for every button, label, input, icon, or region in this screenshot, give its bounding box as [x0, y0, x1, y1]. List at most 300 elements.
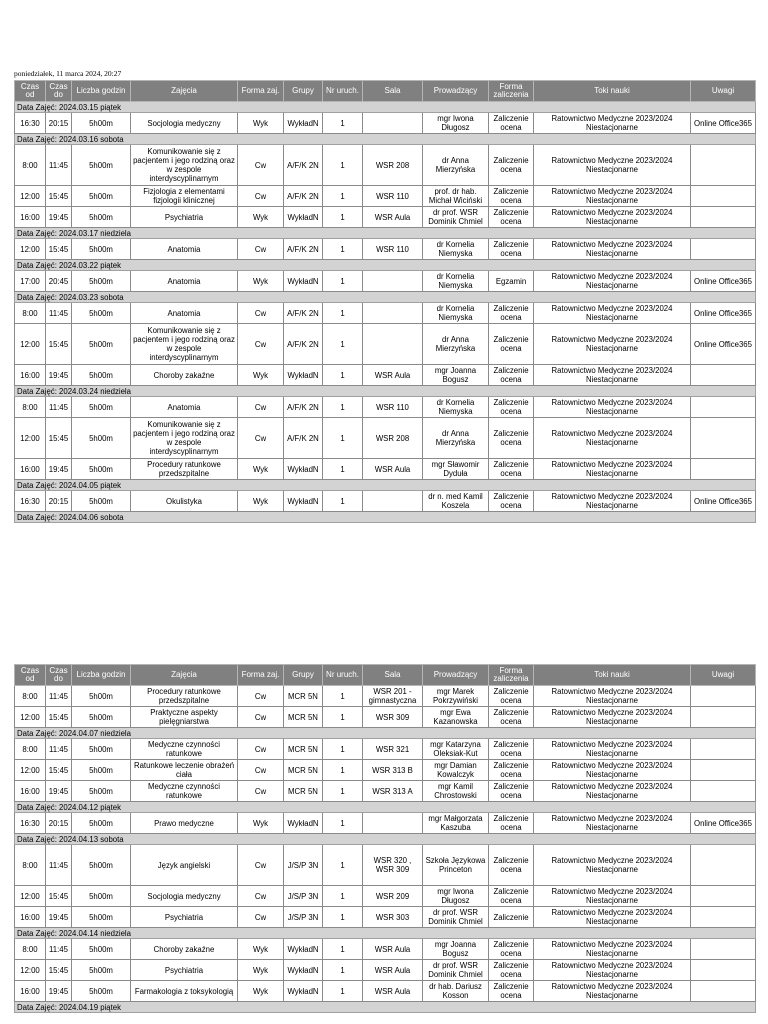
cell-group: A/F/K 2N: [284, 145, 323, 186]
cell-hours: 5h00m: [72, 145, 131, 186]
header-study-program: Toki nauki: [534, 81, 691, 102]
cell-run-number: 1: [323, 960, 363, 981]
cell-assessment-form: Zaliczenie ocena: [489, 813, 534, 834]
date-row: [15, 386, 756, 397]
header-time-to: Czas do: [46, 665, 72, 686]
cell-class-form: Wyk: [238, 113, 284, 134]
date-label: Data Zajęć: 2024.03.17 niedziela: [15, 228, 756, 239]
header-class-form: Forma zaj.: [238, 665, 284, 686]
cell-group: J/S/P 3N: [284, 907, 323, 928]
cell-time-to: 15:45: [46, 186, 72, 207]
header-hours: Liczba godzin: [72, 81, 131, 102]
date-label: Data Zajęć: 2024.04.12 piątek: [15, 802, 756, 813]
cell-lecturer: dr Kornelia Niemyska: [423, 303, 489, 324]
cell-study-program: Ratownictwo Medyczne 2023/2024 Niestacjonarne: [534, 207, 691, 228]
cell-course: Choroby zakaźne: [131, 365, 238, 386]
cell-assessment-form: Zaliczenie ocena: [489, 324, 534, 365]
table-row: [15, 186, 756, 207]
date-label: Data Zajęć: 2024.04.06 sobota: [15, 512, 756, 523]
cell-room: WSR Aula: [363, 365, 423, 386]
cell-room: [363, 303, 423, 324]
cell-course: Farmakologia z toksykologią: [131, 981, 238, 1002]
cell-assessment-form: Zaliczenie ocena: [489, 459, 534, 480]
cell-study-program: Ratownictwo Medyczne 2023/2024 Niestacjonarne: [534, 981, 691, 1002]
cell-class-form: Cw: [238, 845, 284, 886]
cell-class-form: Cw: [238, 886, 284, 907]
header-course: Zajęcia: [131, 81, 238, 102]
cell-run-number: 1: [323, 303, 363, 324]
date-label: Data Zajęć: 2024.03.15 piątek: [15, 102, 756, 113]
cell-time-from: 12:00: [15, 239, 46, 260]
cell-hours: 5h00m: [72, 886, 131, 907]
cell-class-form: Cw: [238, 760, 284, 781]
cell-time-from: 12:00: [15, 324, 46, 365]
cell-hours: 5h00m: [72, 686, 131, 707]
cell-assessment-form: Zaliczenie ocena: [489, 739, 534, 760]
header-assessment-form: Forma zaliczenia: [489, 665, 534, 686]
cell-group: A/F/K 2N: [284, 186, 323, 207]
date-label: Data Zajęć: 2024.03.22 piątek: [15, 260, 756, 271]
cell-class-form: Cw: [238, 707, 284, 728]
cell-run-number: 1: [323, 781, 363, 802]
cell-run-number: 1: [323, 760, 363, 781]
cell-assessment-form: Zaliczenie ocena: [489, 365, 534, 386]
cell-lecturer: dr prof. WSR Dominik Chmiel: [423, 907, 489, 928]
cell-study-program: Ratownictwo Medyczne 2023/2024 Niestacjonarne: [534, 707, 691, 728]
cell-class-form: Cw: [238, 418, 284, 459]
table-header-row: [15, 665, 756, 686]
cell-notes: [691, 907, 756, 928]
cell-time-to: 11:45: [46, 397, 72, 418]
cell-room: WSR Aula: [363, 207, 423, 228]
table-row: [15, 145, 756, 186]
cell-room: WSR 321: [363, 739, 423, 760]
date-row: [15, 512, 756, 523]
cell-time-from: 8:00: [15, 397, 46, 418]
cell-course: Medyczne czynności ratunkowe: [131, 739, 238, 760]
cell-run-number: 1: [323, 459, 363, 480]
cell-class-form: Cw: [238, 324, 284, 365]
cell-hours: 5h00m: [72, 760, 131, 781]
cell-course: Socjologia medyczny: [131, 113, 238, 134]
table-row: [15, 707, 756, 728]
header-run-number: Nr uruch.: [323, 81, 363, 102]
cell-room: WSR 313 B: [363, 760, 423, 781]
cell-time-from: 12:00: [15, 960, 46, 981]
cell-assessment-form: Zaliczenie ocena: [489, 960, 534, 981]
table-row: [15, 686, 756, 707]
cell-study-program: Ratownictwo Medyczne 2023/2024 Niestacjonarne: [534, 418, 691, 459]
date-row: [15, 728, 756, 739]
cell-hours: 5h00m: [72, 739, 131, 760]
cell-course: Anatomia: [131, 271, 238, 292]
cell-course: Psychiatria: [131, 960, 238, 981]
cell-assessment-form: Zaliczenie ocena: [489, 886, 534, 907]
cell-study-program: Ratownictwo Medyczne 2023/2024 Niestacjonarne: [534, 813, 691, 834]
cell-group: WykładN: [284, 113, 323, 134]
table-row: [15, 845, 756, 886]
cell-room: [363, 113, 423, 134]
date-label: Data Zajęć: 2024.03.24 niedziela: [15, 386, 756, 397]
cell-time-from: 16:00: [15, 981, 46, 1002]
cell-assessment-form: Zaliczenie: [489, 907, 534, 928]
cell-class-form: Wyk: [238, 960, 284, 981]
cell-notes: [691, 239, 756, 260]
table-row: [15, 739, 756, 760]
table-row: [15, 113, 756, 134]
cell-group: MCR 5N: [284, 707, 323, 728]
header-time-from: Czas od: [15, 81, 46, 102]
header-time-from: Czas od: [15, 665, 46, 686]
cell-notes: [691, 707, 756, 728]
cell-time-to: 15:45: [46, 324, 72, 365]
cell-time-to: 15:45: [46, 760, 72, 781]
cell-time-from: 16:00: [15, 459, 46, 480]
cell-room: [363, 271, 423, 292]
cell-lecturer: mgr Katarzyna Oleksiak-Kut: [423, 739, 489, 760]
cell-study-program: Ratownictwo Medyczne 2023/2024 Niestacjonarne: [534, 939, 691, 960]
cell-course: Psychiatria: [131, 907, 238, 928]
cell-room: WSR 209: [363, 886, 423, 907]
cell-assessment-form: Zaliczenie ocena: [489, 145, 534, 186]
cell-hours: 5h00m: [72, 707, 131, 728]
table-header-row: [15, 81, 756, 102]
cell-lecturer: Szkoła Językowa Princeton: [423, 845, 489, 886]
cell-time-from: 12:00: [15, 707, 46, 728]
cell-assessment-form: Zaliczenie ocena: [489, 707, 534, 728]
cell-time-from: 12:00: [15, 760, 46, 781]
cell-lecturer: mgr Iwona Długosz: [423, 113, 489, 134]
cell-assessment-form: Zaliczenie ocena: [489, 397, 534, 418]
cell-class-form: Wyk: [238, 939, 284, 960]
cell-notes: [691, 186, 756, 207]
cell-notes: [691, 207, 756, 228]
cell-time-from: 8:00: [15, 303, 46, 324]
header-assessment-form: Forma zaliczenia: [489, 81, 534, 102]
cell-course: Ratunkowe leczenie obrażeń ciała: [131, 760, 238, 781]
cell-study-program: Ratownictwo Medyczne 2023/2024 Niestacjonarne: [534, 491, 691, 512]
cell-hours: 5h00m: [72, 324, 131, 365]
table-row: [15, 781, 756, 802]
date-label: Data Zajęć: 2024.03.16 sobota: [15, 134, 756, 145]
cell-notes: [691, 760, 756, 781]
cell-time-to: 19:45: [46, 907, 72, 928]
cell-notes: [691, 960, 756, 981]
cell-group: WykładN: [284, 939, 323, 960]
header-group: Grupy: [284, 665, 323, 686]
cell-course: Język angielski: [131, 845, 238, 886]
cell-run-number: 1: [323, 145, 363, 186]
cell-class-form: Cw: [238, 739, 284, 760]
cell-lecturer: dr hab. Dariusz Kosson: [423, 981, 489, 1002]
cell-course: Praktyczne aspekty pielęgniarstwa: [131, 707, 238, 728]
cell-notes: [691, 981, 756, 1002]
cell-run-number: 1: [323, 365, 363, 386]
cell-class-form: Cw: [238, 239, 284, 260]
cell-group: WykładN: [284, 271, 323, 292]
cell-study-program: Ratownictwo Medyczne 2023/2024 Niestacjonarne: [534, 186, 691, 207]
cell-room: WSR 208: [363, 145, 423, 186]
cell-hours: 5h00m: [72, 981, 131, 1002]
cell-notes: Online Office365: [691, 324, 756, 365]
cell-notes: [691, 418, 756, 459]
cell-group: WykładN: [284, 459, 323, 480]
cell-run-number: 1: [323, 686, 363, 707]
header-notes: Uwagi: [691, 81, 756, 102]
cell-group: J/S/P 3N: [284, 845, 323, 886]
cell-run-number: 1: [323, 981, 363, 1002]
cell-notes: [691, 845, 756, 886]
cell-group: MCR 5N: [284, 760, 323, 781]
cell-assessment-form: Zaliczenie ocena: [489, 981, 534, 1002]
cell-time-from: 8:00: [15, 145, 46, 186]
table-row: [15, 418, 756, 459]
cell-assessment-form: Zaliczenie ocena: [489, 207, 534, 228]
cell-course: Procedury ratunkowe przedszpitalne: [131, 686, 238, 707]
cell-group: WykładN: [284, 981, 323, 1002]
header-time-to: Czas do: [46, 81, 72, 102]
table-row: [15, 813, 756, 834]
cell-group: A/F/K 2N: [284, 303, 323, 324]
cell-study-program: Ratownictwo Medyczne 2023/2024 Niestacjonarne: [534, 459, 691, 480]
cell-lecturer: dr Kornelia Niemyska: [423, 397, 489, 418]
table-row: [15, 303, 756, 324]
cell-time-from: 16:30: [15, 113, 46, 134]
cell-notes: [691, 781, 756, 802]
cell-study-program: Ratownictwo Medyczne 2023/2024 Niestacjonarne: [534, 303, 691, 324]
cell-run-number: 1: [323, 113, 363, 134]
cell-time-from: 12:00: [15, 886, 46, 907]
header-class-form: Forma zaj.: [238, 81, 284, 102]
cell-study-program: Ratownictwo Medyczne 2023/2024 Niestacjonarne: [534, 145, 691, 186]
cell-hours: 5h00m: [72, 365, 131, 386]
cell-time-from: 17:00: [15, 271, 46, 292]
cell-assessment-form: Zaliczenie ocena: [489, 760, 534, 781]
cell-class-form: Wyk: [238, 981, 284, 1002]
date-row: [15, 480, 756, 491]
cell-hours: 5h00m: [72, 459, 131, 480]
cell-lecturer: mgr Kamil Chrostowski: [423, 781, 489, 802]
cell-study-program: Ratownictwo Medyczne 2023/2024 Niestacjonarne: [534, 907, 691, 928]
cell-time-to: 11:45: [46, 303, 72, 324]
cell-time-from: 16:00: [15, 781, 46, 802]
cell-run-number: 1: [323, 271, 363, 292]
cell-run-number: 1: [323, 418, 363, 459]
cell-notes: [691, 686, 756, 707]
cell-run-number: 1: [323, 324, 363, 365]
cell-time-to: 19:45: [46, 365, 72, 386]
cell-time-from: 8:00: [15, 739, 46, 760]
schedule-table-page-1: [14, 80, 756, 523]
cell-assessment-form: Zaliczenie ocena: [489, 418, 534, 459]
cell-group: WykładN: [284, 813, 323, 834]
cell-time-from: 16:00: [15, 207, 46, 228]
cell-lecturer: dr Kornelia Niemyska: [423, 239, 489, 260]
cell-room: WSR 201 - gimnastyczna: [363, 686, 423, 707]
cell-notes: [691, 459, 756, 480]
cell-notes: Online Office365: [691, 491, 756, 512]
cell-run-number: 1: [323, 707, 363, 728]
cell-class-form: Wyk: [238, 491, 284, 512]
cell-lecturer: prof. dr hab. Michał Wiciński: [423, 186, 489, 207]
cell-time-to: 19:45: [46, 781, 72, 802]
cell-time-to: 15:45: [46, 239, 72, 260]
cell-study-program: Ratownictwo Medyczne 2023/2024 Niestacjonarne: [534, 781, 691, 802]
cell-lecturer: mgr Damian Kowalczyk: [423, 760, 489, 781]
header-notes: Uwagi: [691, 665, 756, 686]
cell-time-to: 11:45: [46, 739, 72, 760]
cell-time-from: 8:00: [15, 939, 46, 960]
cell-hours: 5h00m: [72, 207, 131, 228]
cell-time-to: 11:45: [46, 845, 72, 886]
cell-course: Anatomia: [131, 397, 238, 418]
cell-course: Psychiatria: [131, 207, 238, 228]
cell-group: A/F/K 2N: [284, 397, 323, 418]
cell-time-from: 16:00: [15, 907, 46, 928]
cell-study-program: Ratownictwo Medyczne 2023/2024 Niestacjonarne: [534, 271, 691, 292]
table-row: [15, 960, 756, 981]
cell-lecturer: dr Anna Mierzyńska: [423, 324, 489, 365]
cell-hours: 5h00m: [72, 845, 131, 886]
cell-course: Prawo medyczne: [131, 813, 238, 834]
cell-assessment-form: Zaliczenie ocena: [489, 845, 534, 886]
cell-hours: 5h00m: [72, 939, 131, 960]
cell-hours: 5h00m: [72, 418, 131, 459]
cell-time-to: 11:45: [46, 686, 72, 707]
cell-time-to: 20:15: [46, 491, 72, 512]
cell-lecturer: dr prof. WSR Dominik Chmiel: [423, 207, 489, 228]
cell-hours: 5h00m: [72, 491, 131, 512]
cell-room: WSR Aula: [363, 459, 423, 480]
cell-time-to: 15:45: [46, 960, 72, 981]
cell-notes: Online Office365: [691, 303, 756, 324]
cell-course: Fizjologia z elementami fizjologii klinicznej: [131, 186, 238, 207]
cell-run-number: 1: [323, 186, 363, 207]
cell-hours: 5h00m: [72, 397, 131, 418]
cell-lecturer: dr Anna Mierzyńska: [423, 145, 489, 186]
cell-hours: 5h00m: [72, 113, 131, 134]
date-row: [15, 228, 756, 239]
cell-course: Socjologia medyczny: [131, 886, 238, 907]
date-row: [15, 928, 756, 939]
cell-time-from: 8:00: [15, 686, 46, 707]
header-room: Sala: [363, 665, 423, 686]
cell-class-form: Wyk: [238, 813, 284, 834]
table-row: [15, 886, 756, 907]
cell-course: Medyczne czynności ratunkowe: [131, 781, 238, 802]
cell-study-program: Ratownictwo Medyczne 2023/2024 Niestacjonarne: [534, 960, 691, 981]
cell-group: WykładN: [284, 960, 323, 981]
cell-assessment-form: Zaliczenie ocena: [489, 239, 534, 260]
cell-time-to: 15:45: [46, 418, 72, 459]
cell-notes: Online Office365: [691, 271, 756, 292]
cell-assessment-form: Egzamin: [489, 271, 534, 292]
cell-room: [363, 491, 423, 512]
cell-hours: 5h00m: [72, 960, 131, 981]
cell-group: WykładN: [284, 365, 323, 386]
cell-room: WSR 320 , WSR 309: [363, 845, 423, 886]
table-row: [15, 324, 756, 365]
cell-time-to: 11:45: [46, 145, 72, 186]
header-lecturer: Prowadzący: [423, 81, 489, 102]
cell-class-form: Cw: [238, 145, 284, 186]
cell-notes: [691, 939, 756, 960]
cell-time-from: 12:00: [15, 418, 46, 459]
header-hours: Liczba godzin: [72, 665, 131, 686]
cell-class-form: Cw: [238, 686, 284, 707]
date-row: [15, 102, 756, 113]
cell-hours: 5h00m: [72, 239, 131, 260]
cell-assessment-form: Zaliczenie ocena: [489, 491, 534, 512]
cell-class-form: Wyk: [238, 459, 284, 480]
date-label: Data Zajęć: 2024.04.19 piątek: [15, 1002, 756, 1013]
cell-group: J/S/P 3N: [284, 886, 323, 907]
cell-study-program: Ratownictwo Medyczne 2023/2024 Niestacjonarne: [534, 397, 691, 418]
cell-run-number: 1: [323, 739, 363, 760]
cell-notes: [691, 397, 756, 418]
cell-study-program: Ratownictwo Medyczne 2023/2024 Niestacjonarne: [534, 760, 691, 781]
cell-course: Komunikowanie się z pacjentem i jego rodziną oraz w zespole interdyscyplinarnym: [131, 418, 238, 459]
cell-class-form: Wyk: [238, 207, 284, 228]
cell-hours: 5h00m: [72, 303, 131, 324]
cell-time-from: 16:00: [15, 365, 46, 386]
cell-assessment-form: Zaliczenie ocena: [489, 303, 534, 324]
cell-lecturer: mgr Joanna Bogusz: [423, 939, 489, 960]
header-group: Grupy: [284, 81, 323, 102]
date-row: [15, 802, 756, 813]
cell-time-to: 20:15: [46, 113, 72, 134]
date-label: Data Zajęć: 2024.04.05 piątek: [15, 480, 756, 491]
cell-lecturer: mgr Sławomir Dyduła: [423, 459, 489, 480]
table-row: [15, 207, 756, 228]
cell-room: WSR Aula: [363, 960, 423, 981]
table-row: [15, 760, 756, 781]
cell-lecturer: mgr Marek Pokrzywiński: [423, 686, 489, 707]
cell-course: Anatomia: [131, 239, 238, 260]
cell-time-to: 19:45: [46, 981, 72, 1002]
header-lecturer: Prowadzący: [423, 665, 489, 686]
cell-group: MCR 5N: [284, 686, 323, 707]
cell-lecturer: dr prof. WSR Dominik Chmiel: [423, 960, 489, 981]
cell-room: WSR 303: [363, 907, 423, 928]
cell-lecturer: dr Kornelia Niemyska: [423, 271, 489, 292]
cell-room: WSR Aula: [363, 981, 423, 1002]
cell-room: WSR Aula: [363, 939, 423, 960]
cell-group: WykładN: [284, 491, 323, 512]
table-row: [15, 907, 756, 928]
cell-class-form: Wyk: [238, 365, 284, 386]
cell-time-to: 11:45: [46, 939, 72, 960]
cell-study-program: Ratownictwo Medyczne 2023/2024 Niestacjonarne: [534, 686, 691, 707]
schedule-table-page-2: [14, 664, 756, 1013]
cell-assessment-form: Zaliczenie ocena: [489, 113, 534, 134]
cell-group: WykładN: [284, 207, 323, 228]
cell-room: [363, 813, 423, 834]
date-row: [15, 260, 756, 271]
cell-lecturer: mgr Joanna Bogusz: [423, 365, 489, 386]
cell-run-number: 1: [323, 813, 363, 834]
cell-time-from: 8:00: [15, 845, 46, 886]
cell-notes: [691, 365, 756, 386]
cell-lecturer: dr n. med Kamil Koszela: [423, 491, 489, 512]
cell-notes: Online Office365: [691, 113, 756, 134]
cell-lecturer: mgr Ewa Kazanowska: [423, 707, 489, 728]
cell-course: Procedury ratunkowe przedszpitalne: [131, 459, 238, 480]
date-label: Data Zajęć: 2024.04.13 sobota: [15, 834, 756, 845]
cell-time-to: 19:45: [46, 459, 72, 480]
cell-group: A/F/K 2N: [284, 324, 323, 365]
date-row: [15, 292, 756, 303]
